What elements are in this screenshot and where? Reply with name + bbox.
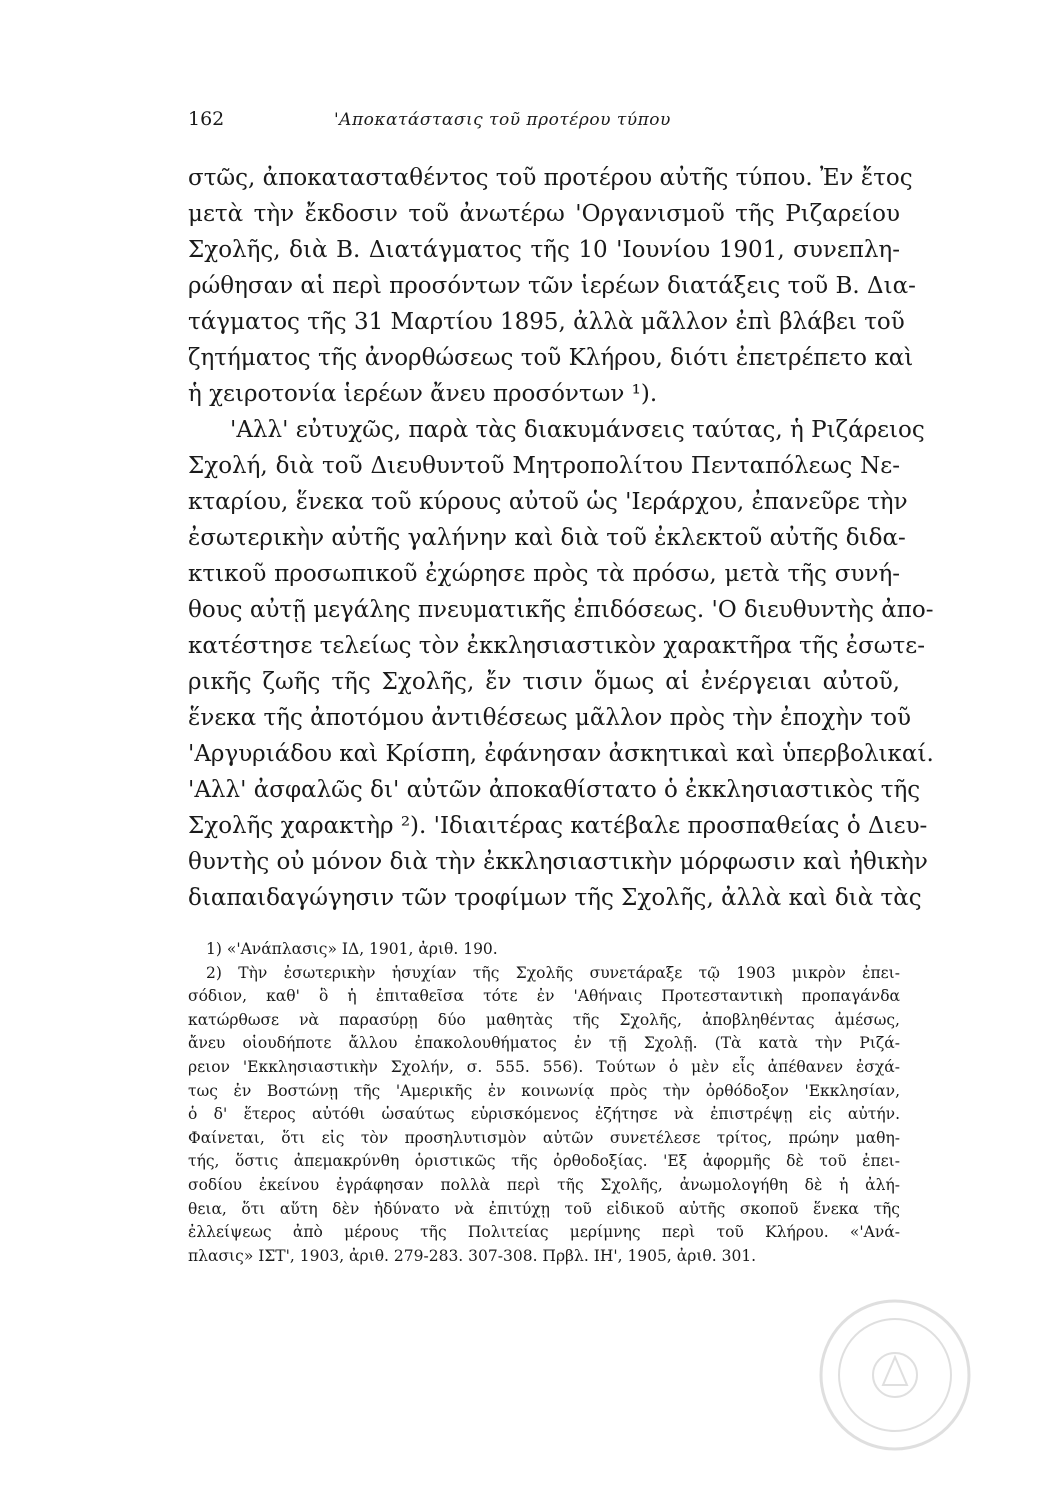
body-line: μετὰ τὴν ἔκδοσιν τοῦ ἀνωτέρω 'Οργανισμοῦ τῆς Ριζαρείου [188,201,900,227]
footnote-line: 2) Τὴν ἐσωτερικὴν ἡσυχίαν τῆς Σχολῆς συνετάραξε τῷ 1903 μικρὸν ἐπει- [206,963,900,982]
body-line: Σχολή, διὰ τοῦ Διευθυντοῦ Μητροπολίτου Πενταπόλεως Νε- [188,453,900,479]
body-line: 'Αργυριάδου καὶ Κρίσπη, ἐφάνησαν ἀσκητικαὶ καὶ ὑπερβολικαί. [188,741,934,767]
body-line: τάγματος τῆς 31 Μαρτίου 1895, ἀλλὰ μᾶλλον ἐπὶ βλάβει τοῦ [188,309,905,335]
body-line: ζητήματος τῆς ἀνορθώσεως τοῦ Κλήρου, διότι ἐπετρέπετο καὶ [188,345,914,371]
body-line: ρώθησαν αἱ περὶ προσόντων τῶν ἱερέων διατάξεις τοῦ Β. Δια- [188,273,916,299]
body-line: Σχολῆς, διὰ Β. Διατάγματος τῆς 10 'Ιουνίου 1901, συνεπλη- [188,237,900,263]
body-line: Σχολῆς χαρακτὴρ ²). 'Ιδιαιτέρας κατέβαλε προσπαθείας ὁ Διευ- [188,813,928,839]
body-line: 'Αλλ' ἀσφαλῶς δι' αὐτῶν ἀποκαθίστατο ὁ ἐκκλησιαστικὸς τῆς [188,777,921,803]
body-line: κταρίου, ἕνεκα τοῦ κύρους αὐτοῦ ὡς 'Ιεράρχου, ἐπανεῦρε τὴν [188,489,908,515]
body-line: θους αὐτῇ μεγάλης πνευματικῆς ἐπιδόσεως. 'Ο διευθυντὴς ἀπο- [188,597,934,623]
body-line: θυντὴς οὐ μόνον διὰ τὴν ἐκκλησιαστικὴν μόρφωσιν καὶ ἠθικὴν [188,849,928,875]
footnote-line: σόδιον, καθ' ὃ ἡ ἐπιταθεῖσα τότε ἐν 'Αθήναις Προτεσταντικὴ προπαγάνδα [188,987,900,1006]
body-line: κτικοῦ προσωπικοῦ ἐχώρησε πρὸς τὰ πρόσω, μετὰ τῆς συνή- [188,561,900,587]
footnote-line: ἐλλείψεως ἀπὸ μέρους τῆς Πολιτείας μερίμνης περὶ τοῦ Κλήρου. «'Ανά- [188,1223,900,1242]
footnote-line: σοδίου ἐκείνου ἐγράφησαν πολλὰ περὶ τῆς Σχολῆς, ἀνωμολογήθη δὲ ἡ ἀλή- [188,1175,900,1194]
body-line: ἕνεκα τῆς ἀποτόμου ἀντιθέσεως μᾶλλον πρὸς τὴν ἐποχὴν τοῦ [188,705,912,731]
footnote-line: κατώρθωσε νὰ παρασύρῃ δύο μαθητὰς τῆς Σχολῆς, ἀποβληθέντας ἀμέσως, [188,1010,900,1029]
footnote-line: ρειον 'Εκκλησιαστικὴν Σχολήν, σ. 555. 556). Τούτων ὁ μὲν εἷς ἀπέθανεν ἐσχά- [188,1057,900,1076]
footnote-line: θεια, ὅτι αὕτη δὲν ἠδύνατο νὰ ἐπιτύχῃ τοῦ εἰδικοῦ αὐτῆς σκοποῦ ἕνεκα τῆς [188,1199,900,1218]
body-line: ρικῆς ζωῆς τῆς Σχολῆς, ἔν τισιν ὅμως αἱ ἐνέργειαι αὐτοῦ, [188,669,900,695]
body-line: στῶς, ἀποκατασταθέντος τοῦ προτέρου αὐτῆς τύπου. Ἐν ἔτος [188,165,913,191]
body-line: κατέστησε τελείως τὸν ἐκκλησιαστικὸν χαρακτῆρα τῆς ἐσωτε- [188,633,925,659]
body-line: ἡ χειροτονία ἱερέων ἄνευ προσόντων ¹). [188,381,658,407]
footnote-line: ἄνευ οἱουδήποτε ἄλλου ἐπακολουθήματος ἐν τῇ Σχολῇ. (Τὰ κατὰ τὴν Ριζά- [188,1034,900,1053]
body-text [188,160,934,916]
footnote-line: 1) «'Ανάπλασις» ΙΔ, 1901, ἀριθ. 190. [206,940,498,958]
footnote-line: πλασις» ΙΣΤ', 1903, ἀριθ. 279-283. 307-308. Πρβλ. ΙΗ', 1905, ἀριθ. 301. [188,1246,757,1265]
body-line: 'Αλλ' εὐτυχῶς, παρὰ τὰς διακυμάνσεις ταύτας, ἡ Ριζάρειος [230,417,925,443]
footnote-line: ὁ δ' ἕτερος αὐτόθι ὡσαύτως εὑρισκόμενος ἐζήτησε νὰ ἐπιστρέψῃ εἰς αὐτήν. [188,1105,900,1124]
footnote-line: τως ἐν Βοστώνῃ τῆς 'Αμερικῆς ἐν κοινωνίᾳ πρὸς τὴν ὀρθόδοξον 'Εκκλησίαν, [188,1081,900,1100]
body-line: διαπαιδαγώγησιν τῶν τροφίμων τῆς Σχολῆς, ἀλλὰ καὶ διὰ τὰς [188,885,922,911]
page-header [188,108,908,138]
running-title: 'Αποκατάστασις τοῦ προτέρου τύπου [334,110,671,130]
body-line: ἐσωτερικὴν αὐτῆς γαλήνην καὶ διὰ τοῦ ἐκλεκτοῦ αὐτῆς διδα- [188,525,906,551]
footnote-line: τής, ὅστις ἀπεμακρύνθη ὁριστικῶς τῆς ὀρθοδοξίας. 'Εξ ἀφορμῆς δὲ τοῦ ἐπει- [188,1152,900,1171]
page-number: 162 [188,108,225,130]
library-stamp-icon [815,1295,975,1455]
footnote-line: Φαίνεται, ὅτι εἰς τὸν προσηλυτισμὸν αὐτῶν συνετέλεσε τρίτος, πρώην μαθη- [188,1128,900,1147]
footnotes [188,938,900,1268]
